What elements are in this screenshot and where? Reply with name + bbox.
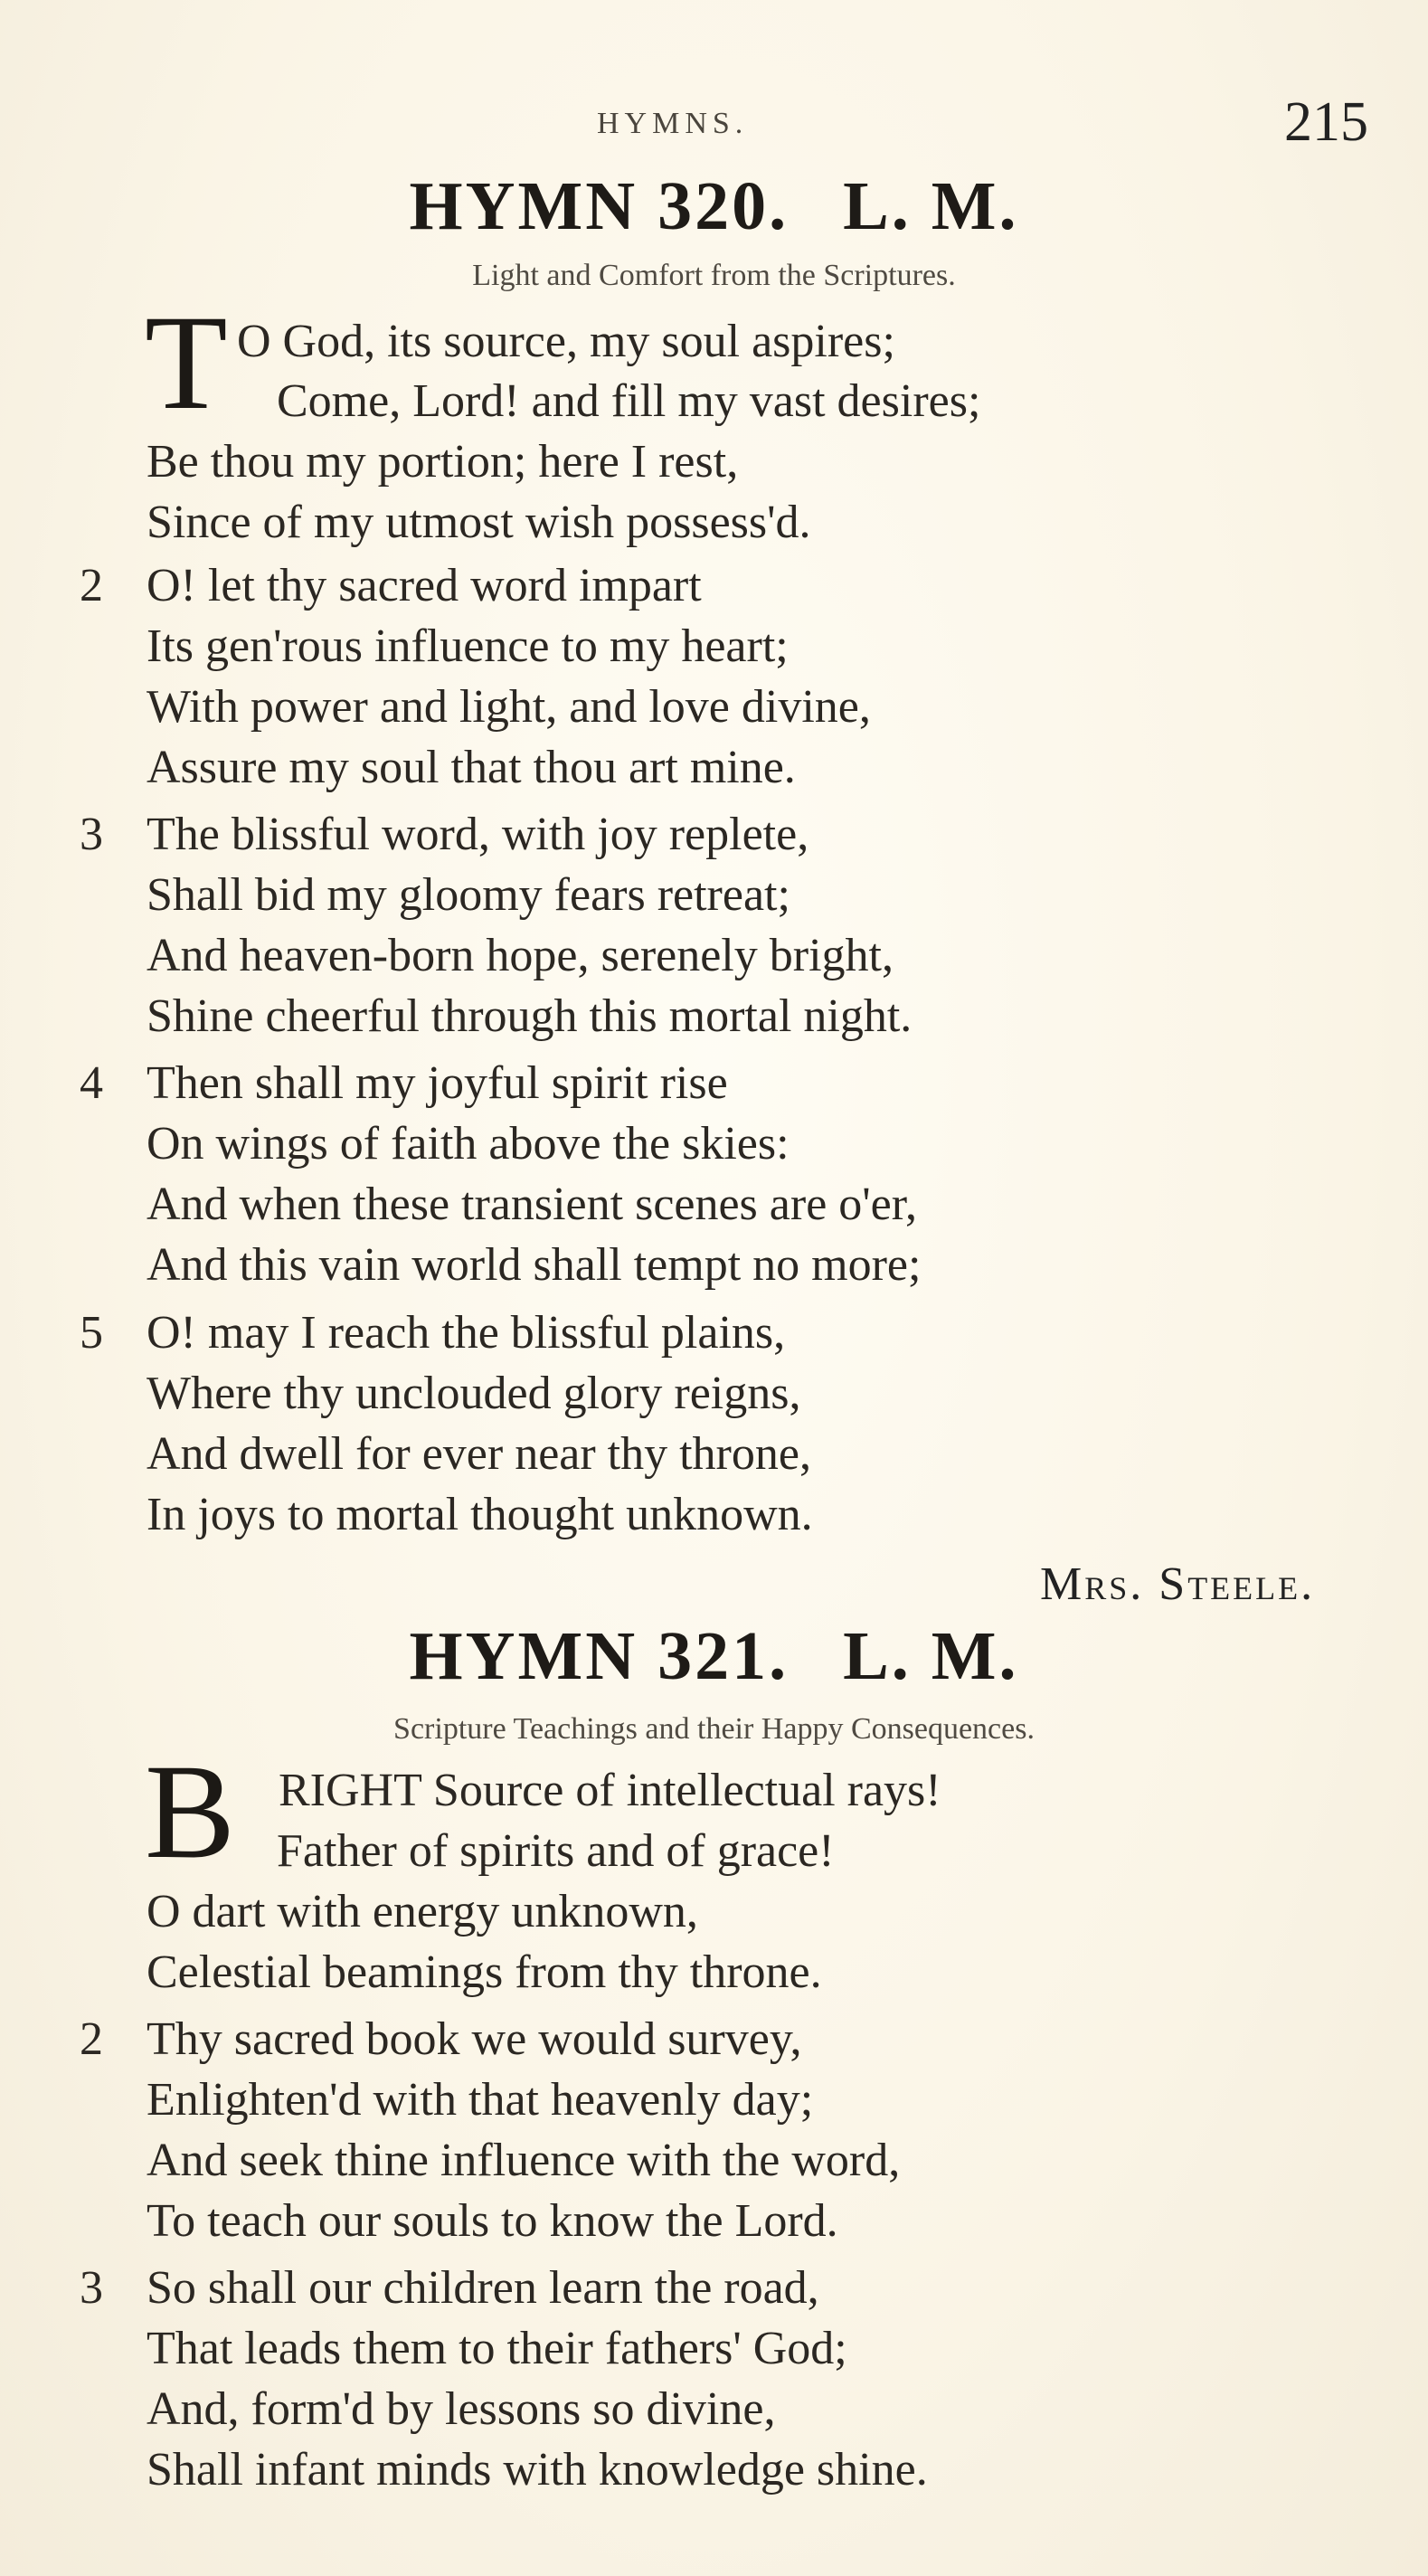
verse-line: That leads them to their fathers' God; (147, 2323, 847, 2374)
verse-line: Assure my soul that thou art mine. (147, 742, 796, 793)
verse-line: Enlighten'd with that heavenly day; (147, 2074, 814, 2126)
hymn-320-dropcap: T (145, 288, 228, 438)
running-head (0, 90, 1428, 154)
verse-line: The blissful word, with joy replete, (147, 809, 809, 860)
verse-line: RIGHT Source of intellectual rays! (279, 1765, 941, 1816)
verse-line: Come, Lord! and fill my vast desires; (277, 375, 981, 427)
verse-line: O! may I reach the blissful plains, (147, 1307, 786, 1359)
verse-line: And, form'd by lessons so divine, (147, 2383, 776, 2435)
hymn-320-title (0, 167, 1428, 246)
verse-number: 3 (80, 2262, 103, 2314)
verse-line: O God, its source, my soul aspires; (237, 316, 895, 367)
page-number: 215 (1284, 91, 1368, 153)
verse-line: And when these transient scenes are o'er, (147, 1179, 917, 1230)
verse-number: 3 (80, 809, 103, 860)
verse-line: Thy sacred book we would survey, (147, 2013, 802, 2065)
verse-line: O dart with energy unknown, (147, 1886, 698, 1937)
verse-number: 4 (80, 1057, 103, 1109)
verse-line: And heaven-born hope, serenely bright, (147, 930, 894, 981)
verse-line: And seek thine influence with the word, (147, 2135, 901, 2186)
verse-line: Celestial beamings from thy throne. (147, 1946, 822, 1998)
hymn-320-author: Mrs. Steele. (1040, 1558, 1316, 1610)
verse-number: 2 (80, 560, 103, 611)
verse-line: Be thou my portion; here I rest, (147, 436, 739, 488)
verse-line: Where thy unclouded glory reigns, (147, 1368, 801, 1419)
verse-number: 2 (80, 2013, 103, 2065)
verse-line: To teach our souls to know the Lord. (147, 2195, 838, 2247)
verse-line: On wings of faith above the skies: (147, 1118, 790, 1170)
verse-line: Then shall my joyful spirit rise (147, 1057, 728, 1109)
hymn-321-dropcap: B (145, 1737, 236, 1887)
verse-line: Shall bid my gloomy fears retreat; (147, 869, 790, 921)
hymn-321-subtitle: Scripture Teachings and their Happy Consequences. (393, 1712, 1035, 1746)
verse-line: Since of my utmost wish possess'd. (147, 497, 811, 548)
verse-line: Father of spirits and of grace! (277, 1825, 835, 1877)
verse-line: And dwell for ever near thy throne, (147, 1428, 811, 1480)
verse-line: With power and light, and love divine, (147, 681, 871, 733)
verse-line: Shine cheerful through this mortal night. (147, 990, 913, 1042)
verse-line: Its gen'rous influence to my heart; (147, 620, 789, 672)
hymn-320-subtitle: Light and Comfort from the Scriptures. (472, 259, 956, 292)
verse-line: Shall infant minds with knowledge shine. (147, 2444, 928, 2496)
verse-line: In joys to mortal thought unknown. (147, 1489, 813, 1540)
verse-line: O! let thy sacred word impart (147, 560, 702, 611)
hymn-320-meter: L. M. (843, 168, 1019, 244)
hymn-321-heading: HYMN 321. (409, 1618, 790, 1694)
verse-number: 5 (80, 1307, 103, 1359)
hymn-320-heading: HYMN 320. (409, 168, 790, 244)
verse-line: And this vain world shall tempt no more; (147, 1239, 922, 1291)
verse-line: So shall our children learn the road, (147, 2262, 819, 2314)
hymn-321-meter: L. M. (843, 1618, 1019, 1694)
running-title: HYMNS. (597, 107, 749, 140)
hymn-321-title (0, 1617, 1428, 1696)
